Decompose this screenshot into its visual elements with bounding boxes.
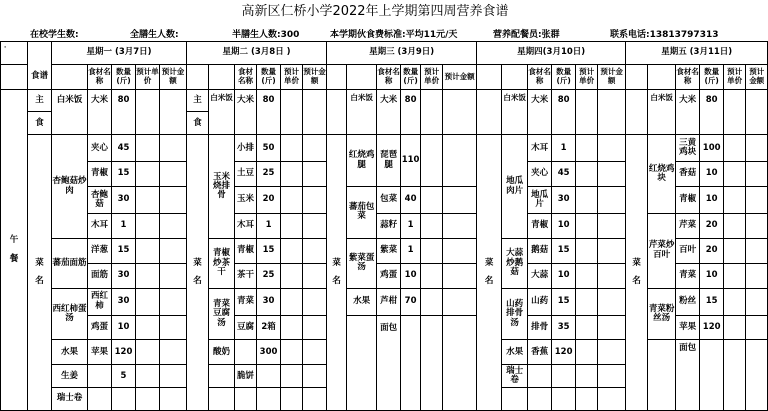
tue-qty: 20: [257, 187, 281, 214]
fee-standard: 本学期伙食费标准:平均11元/天: [330, 30, 458, 40]
fri-mat: 香菇: [676, 162, 700, 187]
wed-qty: 1: [401, 214, 421, 239]
mon-mat: 苹果: [88, 340, 112, 365]
wed-dish-3: 紫菜蛋汤: [347, 238, 377, 288]
tue-mat: [235, 340, 257, 365]
diagonal-cell: [1, 42, 28, 65]
tue-mat: 青椒: [235, 238, 257, 263]
boarders-count: 全膳生人数:: [130, 30, 179, 40]
lunch-label: 午 餐: [1, 89, 28, 410]
wed-mat: 紫菜: [377, 238, 401, 263]
qty-header: 数量(斤): [700, 64, 724, 89]
thu-qty: 120: [552, 340, 576, 365]
fri-mat: 青菜: [676, 263, 700, 288]
tue-dish-2: 青椒炒茶干: [209, 238, 235, 288]
mon-mat: 杏鲍菇: [88, 187, 112, 214]
price-header: 预计单价: [421, 64, 443, 89]
mon-qty: 120: [112, 340, 136, 365]
tue-mat: 小排: [235, 135, 257, 162]
wed-mat: 琵琶腿: [377, 135, 401, 187]
tue-mat: 青菜: [235, 288, 257, 315]
material-header: 食材名称: [377, 64, 401, 89]
thu-mat: 香蕉: [528, 340, 552, 365]
thu-staple-material: 大米: [528, 89, 552, 135]
thu-mat: 排骨: [528, 315, 552, 340]
mon-dish-1: 杏鲍菇炒肉: [52, 135, 88, 239]
wed-dish-2: 蕃茄包菜: [347, 187, 377, 239]
fri-staple-dish: 白米饭: [648, 89, 676, 135]
wed-qty: 40: [401, 187, 421, 214]
thu-mat: 鹅菇: [528, 238, 552, 263]
tue-qty: 50: [257, 135, 281, 162]
mon-mat: [88, 365, 112, 388]
thu-mat: 木耳: [528, 135, 552, 162]
mon-staple-material: 大米: [88, 89, 112, 135]
mon-mat: 洋葱: [88, 238, 112, 263]
staple-label-top: 主: [28, 89, 52, 112]
tue-staple-material: 大米: [235, 89, 257, 135]
mon-mat: 鸡蛋: [88, 315, 112, 340]
mon-qty: 30: [112, 288, 136, 315]
fri-mat: 青椒: [676, 187, 700, 214]
fri-mat: 面包: [676, 340, 700, 411]
mon-dish-5: 生姜: [52, 365, 88, 388]
tue-mat: 豆腐: [235, 315, 257, 340]
mon-mat: 青椒: [88, 162, 112, 187]
price-header: 预计单价: [576, 64, 598, 89]
fri-dish-2: 芹菜炒百叶: [648, 214, 676, 289]
mon-qty: 15: [112, 162, 136, 187]
staple-label-bottom: 食: [28, 112, 52, 135]
thu-dish-1: 地瓜肉片: [502, 135, 528, 239]
thu-qty: 30: [552, 187, 576, 214]
fri-mat: 芹菜: [676, 214, 700, 239]
tue-qty: 300: [257, 340, 281, 365]
wed-mat: 鸡蛋: [377, 263, 401, 288]
menu-table: [0, 41, 768, 411]
mon-mat: 西红柿: [88, 288, 112, 315]
mon-qty: 45: [112, 135, 136, 162]
fri-qty: 10: [700, 187, 724, 214]
dish-category-label: 菜 名: [477, 135, 502, 411]
recipe-header: 食谱: [28, 64, 52, 89]
tue-mat: 玉米: [235, 187, 257, 214]
material-header: 食材名称: [676, 64, 700, 89]
contact-phone: 联系电话:13813797313: [610, 30, 719, 40]
mon-staple-dish: 白米饭: [52, 89, 88, 135]
info-bar: [0, 27, 750, 41]
thu-dish-4: 水果: [502, 340, 528, 365]
dish-category-label: 菜 名: [187, 135, 209, 411]
mon-dish-3: 西红柿蛋汤: [52, 288, 88, 340]
wed-mat: 芦柑: [377, 288, 401, 315]
tue-mat: 土豆: [235, 162, 257, 187]
tue-mat: 脆饼: [235, 365, 257, 388]
staple-label-top: 主: [187, 89, 209, 112]
day-header-thu: 星期四(3月10日): [477, 42, 626, 65]
thu-mat: 夹心: [528, 162, 552, 187]
fri-qty: 100: [700, 135, 724, 162]
dish-category-label: 菜 名: [626, 135, 648, 411]
day-header-tue: 星期二 (3月8日 ): [187, 42, 327, 65]
fri-dish-1: 红烧鸡块: [648, 135, 676, 214]
tue-qty: 25: [257, 162, 281, 187]
mon-mat: 夹心: [88, 135, 112, 162]
material-header: 食材名称: [528, 64, 552, 89]
tue-qty: 15: [257, 238, 281, 263]
price-header: 预计单价: [724, 64, 746, 89]
amount-header: 预计金额: [598, 64, 626, 89]
amount-header: 预计金额: [443, 64, 477, 89]
thu-staple-qty: 80: [552, 89, 576, 135]
tue-staple-qty: 80: [257, 89, 281, 135]
dish-category-label: 菜 名: [28, 135, 52, 411]
thu-mat: 大蒜: [528, 263, 552, 288]
tue-dish-1: 玉米烧排骨: [209, 135, 235, 239]
half-boarders-count: 半膳生人数:300: [232, 30, 300, 40]
mon-qty: 1: [112, 214, 136, 239]
wed-qty: 110: [401, 135, 421, 187]
qty-header: 数量(斤): [257, 64, 281, 89]
mon-dish-2: 蕃茄面筋: [52, 238, 88, 288]
mon-staple-qty: 80: [112, 89, 136, 135]
amount-header: 预计金额: [160, 64, 187, 89]
tue-staple-dish: 白米饭: [209, 89, 235, 135]
fri-qty: 20: [700, 238, 724, 263]
fri-qty: 10: [700, 263, 724, 288]
wed-dish-4: 水果: [347, 288, 377, 315]
fri-qty: 20: [700, 214, 724, 239]
material-header: 食材名称: [235, 64, 257, 89]
tue-dish-4: 酸奶: [209, 340, 235, 365]
thu-qty: 15: [552, 288, 576, 315]
thu-dish-2: 大蒜炒鹅菇: [502, 238, 528, 288]
wed-mat: 面包: [377, 315, 401, 410]
tue-qty: 1: [257, 214, 281, 239]
fri-mat: 苹果: [676, 315, 700, 340]
tue-qty: [257, 365, 281, 388]
qty-header: 数量(斤): [112, 64, 136, 89]
day-header-fri: 星期五 (3月11日): [626, 42, 768, 65]
fri-qty: 10: [700, 162, 724, 187]
mon-qty: 10: [112, 315, 136, 340]
wed-staple-material: 大米: [377, 89, 401, 135]
page-title: 高新区仁桥小学2022年上学期第四周营养食谱: [241, 4, 509, 19]
mon-dish-6: 瑞士卷: [52, 388, 88, 411]
fri-dish-3: 青菜粉丝汤: [648, 288, 676, 340]
mon-qty: 30: [112, 187, 136, 214]
nutritionist: 营养配餐员:张群: [493, 30, 560, 40]
wed-mat: 包菜: [377, 187, 401, 214]
tue-qty: 2箱: [257, 315, 281, 340]
thu-staple-dish: 白米饭: [502, 89, 528, 135]
thu-qty: 10: [552, 214, 576, 239]
dish-category-label: 菜 名: [327, 135, 347, 411]
wed-qty: 10: [401, 263, 421, 288]
thu-qty: 45: [552, 162, 576, 187]
mon-qty: 5: [112, 365, 136, 388]
day-header-wed: 星期三 (3月9日): [327, 42, 477, 65]
fri-staple-qty: 80: [700, 89, 724, 135]
thu-mat: 青椒: [528, 214, 552, 239]
wed-staple-qty: 80: [401, 89, 421, 135]
fri-qty: 15: [700, 288, 724, 315]
material-header: 食材名称: [88, 64, 112, 89]
tue-mat: 茶干: [235, 263, 257, 288]
fri-qty: 120: [700, 315, 724, 340]
fri-staple-material: 大米: [676, 89, 700, 135]
mon-qty: 30: [112, 263, 136, 288]
thu-qty: 1: [552, 135, 576, 162]
wed-dish-1: 红烧鸡腿: [347, 135, 377, 187]
mon-qty: 15: [112, 238, 136, 263]
fri-mat: 三黄鸡块: [676, 135, 700, 162]
staple-label-bottom: 食: [187, 112, 209, 135]
thu-dish-3: 山药排骨汤: [502, 288, 528, 340]
qty-header: 数量(斤): [401, 64, 421, 89]
thu-qty: 15: [552, 238, 576, 263]
diag-marks: ·: [4, 44, 7, 51]
tue-mat: 木耳: [235, 214, 257, 239]
wed-qty: 70: [401, 288, 421, 315]
thu-mat: 山药: [528, 288, 552, 315]
wed-qty: 1: [401, 238, 421, 263]
fri-mat: 粉丝: [676, 288, 700, 315]
mon-mat: 面筋: [88, 263, 112, 288]
thu-qty: 35: [552, 315, 576, 340]
mon-dish-4: 水果: [52, 340, 88, 365]
thu-mat: 地瓜片: [528, 187, 552, 214]
tue-dish-3: 青菜豆腐汤: [209, 288, 235, 340]
students-count: 在校学生数:: [30, 30, 79, 40]
amount-header: 预计金额: [303, 64, 327, 89]
wed-staple-dish: 白米饭: [347, 89, 377, 135]
amount-header: 预计金额: [746, 64, 768, 89]
fri-mat: 百叶: [676, 238, 700, 263]
price-header: 预计单价: [136, 64, 160, 89]
wed-mat: 蒜籽: [377, 214, 401, 239]
tue-qty: 25: [257, 263, 281, 288]
thu-qty: 10: [552, 263, 576, 288]
qty-header: 数量(斤): [552, 64, 576, 89]
thu-dish-5: 瑞士卷: [502, 365, 528, 388]
mon-mat: 木耳: [88, 214, 112, 239]
price-header: 预计单价: [281, 64, 303, 89]
tue-qty: 30: [257, 288, 281, 315]
day-header-mon: 星期一 (3月7日): [52, 42, 187, 65]
